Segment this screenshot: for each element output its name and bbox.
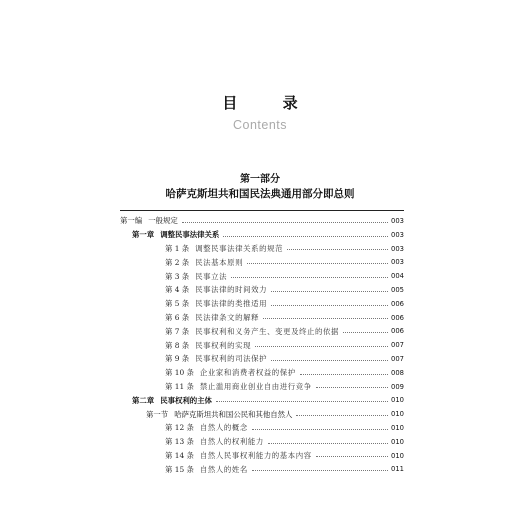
- dot-leader: [255, 346, 388, 347]
- toc-entry-title: 自然人的姓名: [199, 464, 248, 474]
- dot-leader: [231, 277, 388, 278]
- toc-article-entry[interactable]: [120, 280, 404, 294]
- table-of-contents: [120, 210, 404, 473]
- toc-entry-number: 第一编: [120, 216, 143, 226]
- toc-entry-number: 第二章: [132, 395, 155, 405]
- toc-section-entry[interactable]: [120, 404, 404, 418]
- toc-page-number: 003: [391, 244, 404, 253]
- toc-entry-number: 第 5 条: [165, 299, 190, 309]
- toc-entry-title: 民事法律的时间效力: [195, 285, 268, 295]
- toc-article-entry[interactable]: [120, 308, 404, 322]
- toc-entry-title: 调整民事法律关系: [160, 230, 220, 240]
- toc-article-entry[interactable]: [120, 335, 404, 349]
- toc-article-entry[interactable]: [120, 321, 404, 335]
- toc-chapter-entry[interactable]: [120, 390, 404, 404]
- toc-page-number: 003: [391, 258, 404, 267]
- toc-entry-number: 第 7 条: [165, 326, 190, 336]
- toc-article-entry[interactable]: [120, 459, 404, 473]
- toc-page-number: 007: [391, 354, 404, 363]
- toc-entry-title: 民法基本原则: [195, 257, 244, 267]
- toc-article-entry[interactable]: [120, 266, 404, 280]
- toc-page-number: 009: [391, 382, 404, 391]
- toc-entry-title: 企业家和消费者权益的保护: [199, 368, 296, 378]
- toc-article-entry[interactable]: [120, 363, 404, 377]
- toc-page-number: 008: [391, 368, 404, 377]
- toc-entry-number: 第 12 条: [165, 423, 194, 433]
- toc-page-number: 007: [391, 341, 404, 350]
- toc-entry-title: 民事权利的司法保护: [195, 354, 268, 364]
- toc-article-entry[interactable]: [120, 349, 404, 363]
- toc-entry-title: 民法律条文的解释: [195, 312, 260, 322]
- part-title: 哈萨克斯坦共和国民法典通用部分即总则: [165, 188, 355, 200]
- toc-entry-number: 第一节: [146, 409, 169, 419]
- part-label: 第一部分: [240, 174, 280, 185]
- dot-leader: [268, 443, 388, 444]
- toc-entry-title: 禁止滥用商业创业自由进行竞争: [199, 381, 312, 391]
- toc-article-entry[interactable]: [120, 446, 404, 460]
- toc-page-number: 006: [391, 299, 404, 308]
- dot-leader: [182, 222, 388, 223]
- toc-page-number: 005: [391, 285, 404, 294]
- dot-leader: [252, 470, 388, 471]
- toc-entry-title: 民事立法: [195, 271, 228, 281]
- toc-entry-number: 第 4 条: [165, 285, 190, 295]
- dot-leader: [247, 263, 388, 264]
- toc-article-entry[interactable]: [120, 252, 404, 266]
- toc-entry-title: 民事权利的实现: [195, 340, 252, 350]
- toc-entry-number: 第 8 条: [165, 340, 190, 350]
- toc-page-number: 010: [391, 410, 404, 419]
- toc-article-entry[interactable]: [120, 377, 404, 391]
- toc-entry-number: 第 13 条: [165, 437, 194, 447]
- toc-page-number: 006: [391, 327, 404, 336]
- toc-page-number: 010: [391, 396, 404, 405]
- toc-page-number: 006: [391, 313, 404, 322]
- page-subtitle: Contents: [232, 118, 288, 132]
- toc-entry-title: 自然人的权利能力: [199, 437, 264, 447]
- toc-part-entry[interactable]: [120, 211, 404, 225]
- dot-leader: [287, 249, 388, 250]
- dot-leader: [252, 429, 388, 430]
- page-title: 目 录: [222, 94, 318, 112]
- toc-entry-number: 第 10 条: [165, 368, 194, 378]
- dot-leader: [296, 415, 388, 416]
- dot-leader: [271, 305, 388, 306]
- dot-leader: [300, 374, 388, 375]
- toc-article-entry[interactable]: [120, 418, 404, 432]
- toc-article-entry[interactable]: [120, 432, 404, 446]
- toc-article-entry[interactable]: [120, 294, 404, 308]
- dot-leader: [316, 387, 388, 388]
- toc-entry-number: 第 3 条: [165, 271, 190, 281]
- toc-chapter-entry[interactable]: [120, 225, 404, 239]
- toc-entry-number: 第 6 条: [165, 312, 190, 322]
- toc-entry-title: 民事法律的类推适用: [195, 299, 268, 309]
- dot-leader: [223, 236, 388, 237]
- dot-leader: [271, 291, 388, 292]
- toc-entry-number: 第 1 条: [165, 243, 190, 253]
- toc-page-number: 010: [391, 423, 404, 432]
- toc-entry-title: 哈萨克斯坦共和国公民和其他自然人: [174, 409, 293, 419]
- toc-page-number: 004: [391, 272, 404, 281]
- toc-entry-number: 第 9 条: [165, 354, 190, 364]
- toc-entry-number: 第 14 条: [165, 450, 194, 460]
- toc-entry-number: 第 15 条: [165, 464, 194, 474]
- dot-leader: [263, 318, 388, 319]
- toc-entry-number: 第 2 条: [165, 257, 190, 267]
- toc-entry-number: 第一章: [132, 230, 155, 240]
- toc-page-number: 003: [391, 230, 404, 239]
- dot-leader: [271, 360, 388, 361]
- toc-page-number: 011: [391, 465, 404, 474]
- dot-leader: [216, 401, 388, 402]
- toc-entry-title: 调整民事法律关系的规范: [195, 243, 284, 253]
- toc-entry-title: 一般规定: [148, 216, 178, 226]
- toc-page-number: 010: [391, 451, 404, 460]
- toc-page-number: 003: [391, 217, 404, 225]
- toc-article-entry[interactable]: [120, 239, 404, 253]
- toc-entry-title: 自然人民事权利能力的基本内容: [199, 450, 312, 460]
- toc-entry-title: 民事权利和义务产生、变更及终止的依据: [195, 326, 340, 336]
- toc-page-number: 010: [391, 437, 404, 446]
- toc-entry-title: 自然人的概念: [199, 423, 248, 433]
- toc-entry-title: 民事权利的主体: [160, 395, 212, 405]
- dot-leader: [316, 456, 388, 457]
- dot-leader: [343, 332, 388, 333]
- toc-entry-number: 第 11 条: [165, 381, 194, 391]
